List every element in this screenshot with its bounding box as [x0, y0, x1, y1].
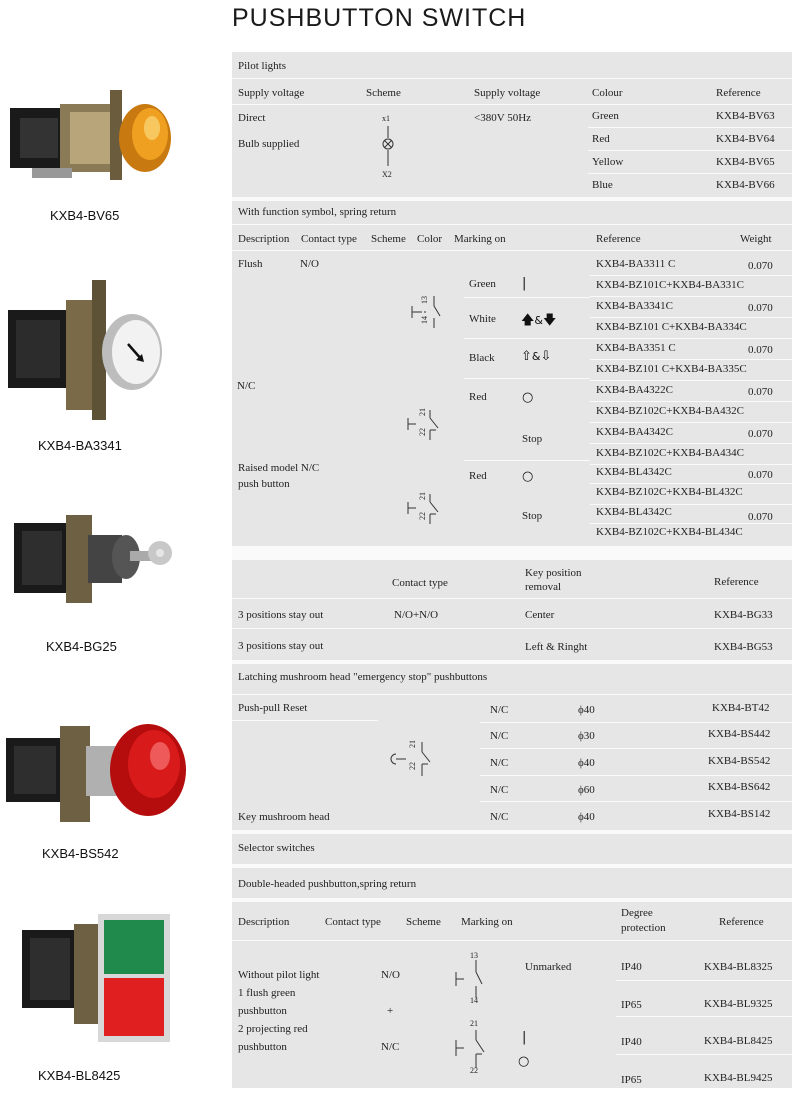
- description-cell: push button: [238, 478, 290, 490]
- reference-cell: KXB4-BZ102C+KXB4-BA432C: [596, 405, 744, 417]
- column-header: Degree: [621, 907, 653, 919]
- contact-type-cell: N/C: [490, 784, 509, 796]
- column-header: Reference: [719, 916, 764, 928]
- column-header: Reference: [714, 576, 759, 588]
- column-header: Contact type: [392, 577, 448, 589]
- description-cell: Push-pull Reset: [238, 702, 308, 714]
- column-header: protection: [621, 922, 666, 934]
- row-divider: [232, 694, 792, 695]
- weight-cell: 0.070: [748, 469, 773, 481]
- product-kxb4-bs542: [0, 712, 228, 872]
- terminal-label: 21: [418, 492, 427, 500]
- column-header: Supply voltage: [238, 87, 305, 99]
- row-divider: [590, 317, 792, 318]
- column-header: Scheme: [406, 916, 441, 928]
- reference-cell: KXB4-BV64: [716, 133, 775, 145]
- reference-cell: KXB4-BV65: [716, 156, 775, 168]
- column-header: Key position: [525, 567, 582, 579]
- row-divider: [590, 359, 792, 360]
- reference-cell: KXB4-BL8425: [704, 1035, 773, 1047]
- reference-cell: KXB4-BT42: [712, 702, 770, 714]
- row-divider: [590, 443, 792, 444]
- reference-cell: KXB4-BS442: [708, 728, 771, 740]
- reference-cell: KXB4-BL9425: [704, 1072, 773, 1084]
- product-caption: KXB4-BG25: [46, 639, 117, 654]
- page-title: PUSHBUTTON SWITCH: [232, 4, 527, 32]
- contact-type-cell: N/C: [490, 811, 509, 823]
- terminal-label: x1: [382, 114, 390, 123]
- mushroom-button-image: [0, 712, 228, 822]
- reference-cell: KXB4-BZ101 C+KXB4-BA334C: [596, 321, 747, 333]
- protection-cell: IP40: [621, 961, 642, 973]
- reference-cell: KXB4-BZ102C+KXB4-BA434C: [596, 447, 744, 459]
- colour-cell: Yellow: [592, 156, 624, 168]
- description-cell: 3 positions stay out: [238, 640, 324, 652]
- color-cell: White: [469, 313, 496, 325]
- reference-cell: KXB4-BL8325: [704, 961, 773, 973]
- double-headed-button-image: [0, 910, 228, 1050]
- row-divider: [232, 720, 378, 721]
- terminal-label: 22: [418, 512, 427, 520]
- section-heading-selector: Selector switches: [238, 842, 315, 854]
- column-header: removal: [525, 581, 562, 593]
- row-divider: [590, 504, 792, 505]
- arrows-solid-icon: 🡅&🡇: [521, 313, 557, 328]
- key-position-cell: Center: [525, 609, 555, 621]
- key-selector-image: [0, 505, 228, 610]
- row-divider: [480, 722, 792, 723]
- section-separator: [232, 660, 792, 664]
- description-cell: pushbutton: [238, 1005, 287, 1017]
- reference-cell: KXB4-BS142: [708, 808, 771, 820]
- color-cell: Green: [469, 278, 496, 290]
- circle-marking-icon: ○: [522, 390, 534, 405]
- row-divider: [590, 483, 792, 484]
- section-separator: [232, 197, 792, 201]
- row-divider: [588, 173, 792, 174]
- weight-cell: 0.070: [748, 428, 773, 440]
- terminal-label: 13: [470, 951, 478, 960]
- product-caption: KXB4-BS542: [42, 846, 119, 861]
- column-header: Contact type: [301, 233, 357, 245]
- colour-cell: Red: [592, 133, 610, 145]
- reference-cell: KXB4-BS542: [708, 755, 771, 767]
- row-divider: [232, 628, 792, 629]
- contact-type-cell: N/O+N/O: [394, 609, 439, 621]
- contact-type-cell: N/O: [300, 258, 319, 270]
- row-divider: [616, 1016, 792, 1017]
- row-divider: [232, 104, 792, 105]
- terminal-label: 13: [420, 296, 429, 304]
- weight-cell: 0.070: [748, 260, 773, 272]
- product-kxb4-bv65: [0, 68, 228, 228]
- description-cell: Raised model N/C: [238, 462, 320, 474]
- protection-cell: IP65: [621, 1074, 642, 1086]
- terminal-label: 14: [420, 316, 429, 324]
- row-divider: [590, 523, 792, 524]
- diameter-cell: ϕ40: [578, 811, 595, 823]
- section-heading-double-headed: Double-headed pushbutton,spring return: [238, 878, 417, 890]
- row-divider: [480, 775, 792, 776]
- column-header: Colour: [592, 87, 623, 99]
- row-divider: [590, 296, 792, 297]
- diameter-cell: ϕ40: [578, 757, 595, 769]
- reference-cell: KXB4-BZ101 C+KXB4-BA335C: [596, 363, 747, 375]
- column-header: Contact type: [325, 916, 381, 928]
- protection-cell: IP65: [621, 999, 642, 1011]
- contact-type-cell: N/C: [490, 704, 509, 716]
- row-divider: [590, 401, 792, 402]
- reference-cell: KXB4-BL9325: [704, 998, 773, 1010]
- column-header: Weight: [740, 233, 772, 245]
- row-divider: [588, 150, 792, 151]
- reference-cell: KXB4-BA4342C: [596, 426, 674, 438]
- row-divider: [588, 127, 792, 128]
- flush-pushbutton-image: [0, 280, 228, 430]
- diameter-cell: ϕ60: [578, 784, 595, 796]
- color-cell: Red: [469, 470, 487, 482]
- description-cell: 3 positions stay out: [238, 609, 324, 621]
- description-cell: 2 projecting red: [238, 1023, 308, 1035]
- product-kxb4-ba3341: [0, 280, 228, 460]
- row-divider: [590, 275, 792, 276]
- marking-cell: Stop: [522, 433, 543, 445]
- pilot-light-image: [0, 68, 228, 208]
- contact-type-cell: N/C: [490, 757, 509, 769]
- weight-cell: 0.070: [748, 302, 773, 314]
- row-divider: [232, 78, 792, 79]
- product-caption: KXB4-BV65: [50, 208, 120, 223]
- section-heading-mushroom: Latching mushroom head "emergency stop" pushbuttons: [238, 671, 488, 683]
- cell-text: Bulb supplied: [238, 138, 300, 150]
- reference-cell: KXB4-BS642: [708, 781, 771, 793]
- ampersand-text: &: [534, 314, 543, 327]
- row-divider: [464, 460, 590, 461]
- column-header: Marking on: [454, 233, 506, 245]
- reference-cell: KXB4-BL4342C: [596, 466, 672, 478]
- key-position-cell: Left & Ringht: [525, 641, 588, 653]
- row-divider: [232, 940, 792, 941]
- column-header: Description: [238, 916, 290, 928]
- row-divider: [616, 980, 792, 981]
- section-separator: [232, 898, 792, 902]
- reference-cell: KXB4-BZ101C+KXB4-BA331C: [596, 279, 744, 291]
- row-divider: [480, 748, 792, 749]
- terminal-label: 21: [408, 740, 417, 748]
- row-divider: [464, 297, 590, 298]
- product-kxb4-bg25: [0, 505, 228, 665]
- product-kxb4-bl8425: [0, 910, 228, 1090]
- reference-cell: KXB4-BG53: [714, 641, 773, 653]
- reference-cell: KXB4-BG33: [714, 609, 773, 621]
- row-divider: [232, 598, 792, 599]
- colour-cell: Blue: [592, 179, 613, 191]
- colour-cell: Green: [592, 110, 619, 122]
- color-cell: Black: [469, 352, 495, 364]
- column-header: Scheme: [366, 87, 401, 99]
- section-separator: [232, 830, 792, 834]
- description-cell: pushbutton: [238, 1041, 287, 1053]
- product-caption: KXB4-BA3341: [38, 438, 122, 453]
- contact-type-cell: N/C: [237, 380, 256, 392]
- reference-cell: KXB4-BA3311 C: [596, 258, 676, 270]
- column-header: Marking on: [461, 916, 513, 928]
- reference-cell: KXB4-BV63: [716, 110, 775, 122]
- column-header: Reference: [716, 87, 761, 99]
- circle-marking-icon: ○: [518, 1054, 530, 1069]
- description-cell: Flush: [238, 258, 263, 270]
- terminal-label: 22: [470, 1066, 478, 1075]
- column-header: Scheme: [371, 233, 406, 245]
- row-divider: [590, 380, 792, 381]
- bar-marking-icon: |: [522, 276, 527, 291]
- marking-cell: Unmarked: [525, 961, 572, 973]
- reference-cell: KXB4-BV66: [716, 179, 775, 191]
- row-divider: [590, 464, 792, 465]
- row-divider: [232, 224, 792, 225]
- column-header: Reference: [596, 233, 641, 245]
- row-divider: [464, 378, 590, 379]
- reference-cell: KXB4-BZ102C+KXB4-BL432C: [596, 486, 743, 498]
- row-divider: [480, 801, 792, 802]
- product-caption: KXB4-BL8425: [38, 1068, 121, 1083]
- circle-marking-icon: ○: [522, 469, 534, 484]
- reference-cell: KXB4-BZ102C+KXB4-BL434C: [596, 526, 743, 538]
- contact-type-cell: N/C: [490, 730, 509, 742]
- section-heading-function-symbol: With function symbol, spring return: [238, 206, 397, 218]
- terminal-label: 22: [408, 762, 417, 770]
- terminal-label: 14: [470, 996, 478, 1005]
- contact-type-cell: N/O: [381, 969, 400, 981]
- terminal-label: 22: [418, 428, 427, 436]
- row-divider: [616, 1054, 792, 1055]
- bar-marking-icon: |: [522, 1030, 527, 1045]
- column-header: Color: [417, 233, 443, 245]
- cell-text: Direct: [238, 112, 266, 124]
- section-heading-pilot-lights: Pilot lights: [238, 60, 286, 72]
- section-separator: [232, 864, 792, 868]
- terminal-label: 21: [418, 408, 427, 416]
- row-divider: [232, 250, 792, 251]
- description-cell: 1 flush green: [238, 987, 296, 999]
- color-cell: Red: [469, 391, 487, 403]
- weight-cell: 0.070: [748, 344, 773, 356]
- contact-type-cell: N/C: [381, 1041, 400, 1053]
- row-divider: [464, 338, 590, 339]
- weight-cell: 0.070: [748, 511, 773, 523]
- terminal-label: 21: [470, 1019, 478, 1028]
- description-cell: Key mushroom head: [238, 811, 330, 823]
- contact-type-cell: +: [387, 1005, 394, 1017]
- ampersand-text: &: [531, 350, 541, 363]
- marking-cell: Stop: [522, 510, 543, 522]
- column-header: Supply voltage: [474, 87, 541, 99]
- reference-cell: KXB4-BA4322C: [596, 384, 674, 396]
- reference-cell: KXB4-BA3341C: [596, 300, 674, 312]
- terminal-label: X2: [382, 170, 392, 179]
- description-cell: Without pilot light: [238, 969, 320, 981]
- row-divider: [590, 338, 792, 339]
- row-divider: [590, 422, 792, 423]
- cell-text: <380V 50Hz: [474, 112, 532, 124]
- column-header: Description: [238, 233, 290, 245]
- weight-cell: 0.070: [748, 386, 773, 398]
- section-separator: [232, 546, 792, 560]
- arrows-outline-icon: ⇧&⇩: [521, 349, 552, 364]
- protection-cell: IP40: [621, 1036, 642, 1048]
- reference-cell: KXB4-BA3351 C: [596, 342, 676, 354]
- reference-cell: KXB4-BL4342C: [596, 506, 672, 518]
- diameter-cell: ϕ40: [578, 704, 595, 716]
- diameter-cell: ϕ30: [578, 730, 595, 742]
